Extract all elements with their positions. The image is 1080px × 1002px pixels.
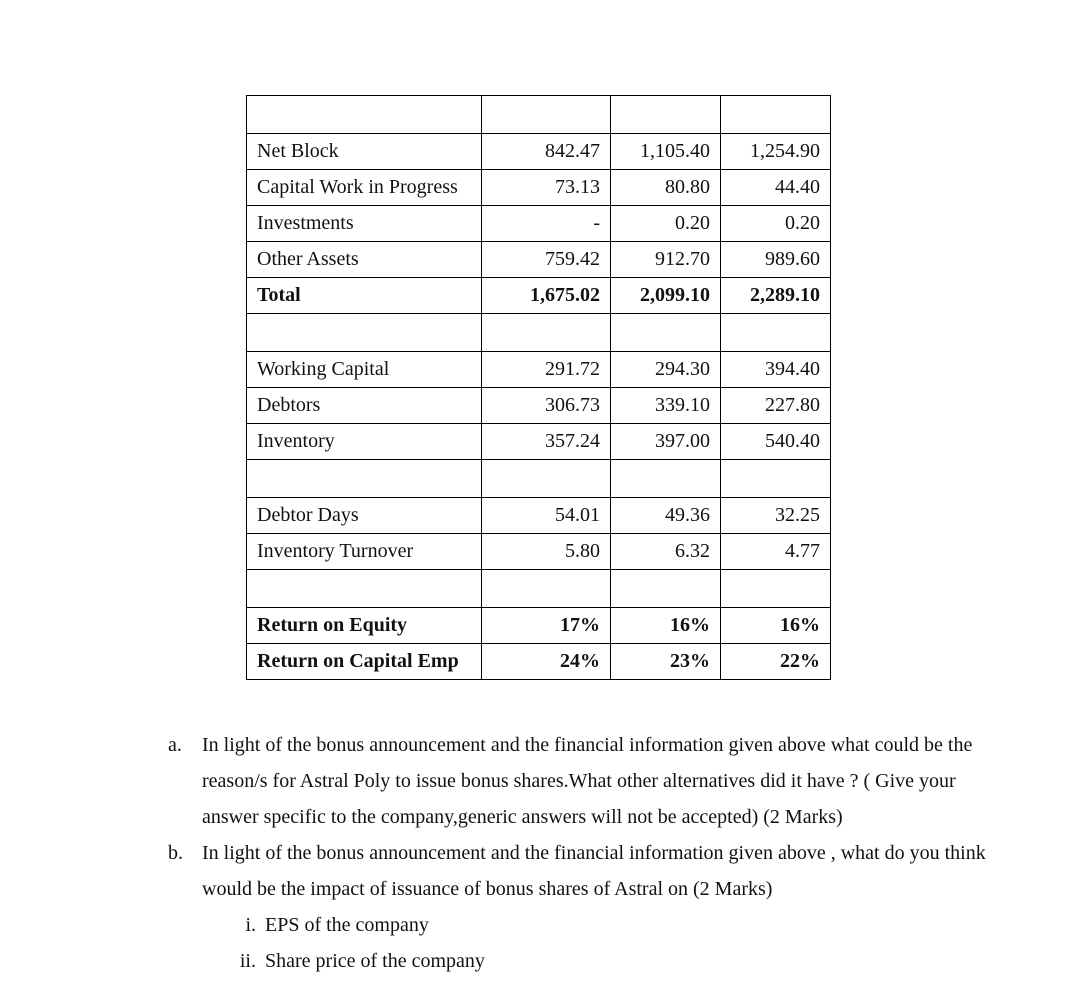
row-label-cell <box>247 96 482 134</box>
row-label-cell: Return on Capital Emp <box>247 644 482 680</box>
table-row <box>247 388 831 424</box>
table-row-total <box>247 278 831 314</box>
question-marker: b. <box>168 842 183 864</box>
table-row <box>247 644 831 680</box>
sub-question-list <box>202 907 1008 979</box>
table-row <box>247 534 831 570</box>
value-cell: 912.70 <box>611 242 721 278</box>
value-cell: 306.73 <box>482 388 611 424</box>
value-cell: 1,254.90 <box>721 134 831 170</box>
value-cell: 4.77 <box>721 534 831 570</box>
question-list <box>168 727 1008 979</box>
table-row <box>247 570 831 608</box>
value-cell <box>721 96 831 134</box>
value-cell: 227.80 <box>721 388 831 424</box>
value-cell: 32.25 <box>721 498 831 534</box>
value-cell: 80.80 <box>611 170 721 206</box>
table-row <box>247 206 831 242</box>
sub-question-marker: ii. <box>239 950 256 972</box>
row-label-cell: Net Block <box>247 134 482 170</box>
value-cell: 54.01 <box>482 498 611 534</box>
value-cell: 842.47 <box>482 134 611 170</box>
row-label-cell: Debtors <box>247 388 482 424</box>
value-cell: 16% <box>611 608 721 644</box>
value-cell: 0.20 <box>721 206 831 242</box>
sub-question-item <box>230 943 1008 979</box>
value-cell <box>482 570 611 608</box>
value-cell <box>482 460 611 498</box>
table-row <box>247 608 831 644</box>
value-cell: 291.72 <box>482 352 611 388</box>
question-text: In light of the bonus announcement and the financial information given above what could be the reason/s for Astral Poly to issue bonus shares.What other alternatives did it have ? ( Give your answer specific to the company,generic answers will not be accepted) (2 Marks) <box>202 734 973 828</box>
table-row <box>247 352 831 388</box>
value-cell: 24% <box>482 644 611 680</box>
sub-question-text: Share price of the company <box>265 950 485 972</box>
value-cell <box>611 460 721 498</box>
value-cell: 16% <box>721 608 831 644</box>
question-a <box>168 727 1008 835</box>
value-cell: 294.30 <box>611 352 721 388</box>
value-cell: 0.20 <box>611 206 721 242</box>
row-label-cell: Return on Equity <box>247 608 482 644</box>
value-cell: 44.40 <box>721 170 831 206</box>
value-cell: 357.24 <box>482 424 611 460</box>
value-cell <box>482 96 611 134</box>
row-label-cell: Debtor Days <box>247 498 482 534</box>
sub-question-marker: i. <box>245 914 256 936</box>
sub-question-item <box>230 907 1008 943</box>
row-label-cell <box>247 314 482 352</box>
row-label-cell: Other Assets <box>247 242 482 278</box>
table-row <box>247 424 831 460</box>
value-cell: 1,105.40 <box>611 134 721 170</box>
row-label-cell: Total <box>247 278 482 314</box>
value-cell: 540.40 <box>721 424 831 460</box>
value-cell: 397.00 <box>611 424 721 460</box>
row-label-cell: Inventory <box>247 424 482 460</box>
value-cell <box>721 570 831 608</box>
question-marker: a. <box>168 734 182 756</box>
value-cell: 49.36 <box>611 498 721 534</box>
row-label-cell <box>247 570 482 608</box>
value-cell: 73.13 <box>482 170 611 206</box>
value-cell: 22% <box>721 644 831 680</box>
value-cell <box>611 96 721 134</box>
value-cell: 5.80 <box>482 534 611 570</box>
value-cell: 989.60 <box>721 242 831 278</box>
value-cell: 6.32 <box>611 534 721 570</box>
row-label-cell <box>247 460 482 498</box>
value-cell <box>721 314 831 352</box>
value-cell: 2,289.10 <box>721 278 831 314</box>
row-label-cell: Capital Work in Progress <box>247 170 482 206</box>
table-row <box>247 242 831 278</box>
value-cell <box>611 314 721 352</box>
row-label-cell: Working Capital <box>247 352 482 388</box>
question-b <box>168 835 1008 979</box>
financial-table <box>246 95 831 680</box>
row-label-cell: Inventory Turnover <box>247 534 482 570</box>
sub-question-text: EPS of the company <box>265 914 429 936</box>
table-row <box>247 498 831 534</box>
table-row <box>247 314 831 352</box>
value-cell: 759.42 <box>482 242 611 278</box>
value-cell <box>611 570 721 608</box>
value-cell: - <box>482 206 611 242</box>
value-cell: 339.10 <box>611 388 721 424</box>
table-row <box>247 170 831 206</box>
question-text: In light of the bonus announcement and the financial information given above , what do you think would be the impact of issuance of bonus shares of Astral on (2 Marks) <box>202 842 986 900</box>
value-cell: 1,675.02 <box>482 278 611 314</box>
value-cell: 17% <box>482 608 611 644</box>
table-row <box>247 96 831 134</box>
value-cell: 23% <box>611 644 721 680</box>
row-label-cell: Investments <box>247 206 482 242</box>
value-cell: 394.40 <box>721 352 831 388</box>
value-cell <box>482 314 611 352</box>
value-cell: 2,099.10 <box>611 278 721 314</box>
table-row <box>247 460 831 498</box>
table-row <box>247 134 831 170</box>
value-cell <box>721 460 831 498</box>
